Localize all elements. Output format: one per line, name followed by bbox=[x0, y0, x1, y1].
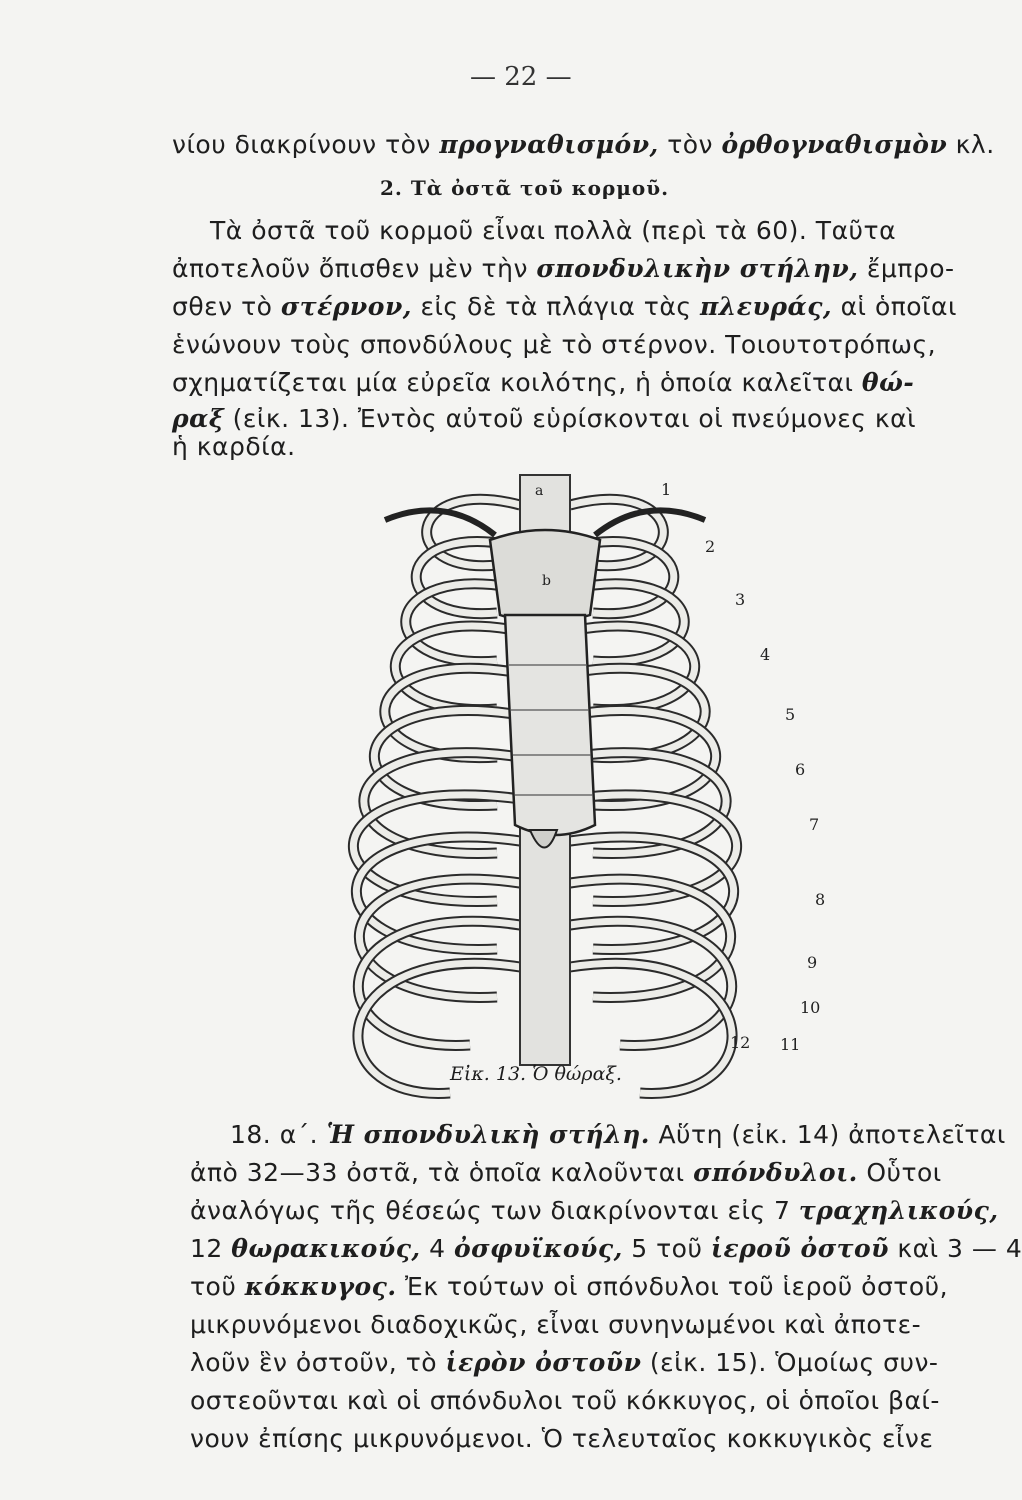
p2-line-4 bbox=[190, 1232, 1022, 1266]
p2-text: (εἰκ. 15). Ὁμοίως συν- bbox=[641, 1348, 939, 1377]
section-heading: 2. Τὰ ὀστᾶ τοῦ κορμοῦ. bbox=[380, 176, 670, 200]
intro-line bbox=[172, 128, 995, 162]
term-thorax-part1: θώ- bbox=[861, 368, 915, 397]
p1-text: σθεν τὸ bbox=[172, 292, 281, 321]
p2-text: Ἐκ τούτων οἱ σπόνδυλοι τοῦ ἱεροῦ ὀστοῦ, bbox=[396, 1272, 949, 1301]
p2-text: Αὕτη (εἰκ. 14) ἀποτελεῖται bbox=[650, 1120, 1006, 1149]
term-sacrum: ἱεροῦ ὀστοῦ bbox=[710, 1234, 889, 1263]
rib-label-6: 6 bbox=[795, 760, 806, 779]
term-cervical: τραχηλικούς, bbox=[798, 1196, 999, 1225]
p1-line-3 bbox=[172, 290, 957, 324]
p1-line-1: Τὰ ὀστᾶ τοῦ κορμοῦ εἶναι πολλὰ (περὶ τὰ 60). Ταῦτα bbox=[210, 216, 897, 245]
p1-text: (εἰκ. 13). Ἐντὸς αὐτοῦ εὑρίσκονται οἱ πνεύμονες καὶ bbox=[224, 404, 917, 433]
rib-label-12: 12 bbox=[730, 1033, 751, 1052]
p2-text: τοῦ bbox=[190, 1272, 245, 1301]
p2-text: 4 bbox=[420, 1234, 454, 1263]
p1-text: ἀποτελοῦν ὄπισθεν μὲν τὴν bbox=[172, 254, 537, 283]
p2-text: 18. α΄. bbox=[230, 1120, 327, 1149]
term-orthognathism: ὀρθογναθισμὸν bbox=[721, 130, 948, 159]
rib-label-1: 1 bbox=[661, 480, 672, 499]
sternum-body bbox=[505, 615, 595, 835]
p2-line-7 bbox=[190, 1346, 945, 1380]
term-sternum: στέρνον, bbox=[280, 292, 413, 321]
p2-text: Οὗτοι bbox=[857, 1158, 942, 1187]
term-lumbar: ὀσφυϊκούς, bbox=[453, 1234, 623, 1263]
p2-text: 12 bbox=[190, 1234, 232, 1263]
term-spine: σπονδυλικὴν στήλην, bbox=[536, 254, 859, 283]
p1-text: ἔμπρο- bbox=[858, 254, 955, 283]
p1-line-5 bbox=[172, 366, 942, 400]
p2-line-1 bbox=[230, 1118, 1006, 1152]
figure-caption: Εἰκ. 13. Ὁ θώραξ. bbox=[450, 1063, 622, 1085]
rib-label-10: 10 bbox=[800, 998, 821, 1017]
intro-text-3: κλ. bbox=[947, 130, 995, 159]
label-a: a bbox=[535, 483, 544, 499]
p2-text: 5 τοῦ bbox=[622, 1234, 711, 1263]
p2-line-6: μικρυνόμενοι διαδοχικῶς, εἶναι συνηνωμένοι καὶ ἀποτε- bbox=[190, 1310, 922, 1339]
intro-text-1: νίου διακρίνουν τὸν bbox=[172, 130, 440, 159]
p1-text: εἰς δὲ τὰ πλάγια τὰς bbox=[412, 292, 700, 321]
p2-line-8: οστεοῦνται καὶ οἱ σπόνδυλοι τοῦ κόκκυγος, οἱ ὁποῖοι βαί- bbox=[190, 1386, 940, 1415]
p2-line-3 bbox=[190, 1194, 999, 1228]
p1-line-2 bbox=[172, 252, 955, 286]
p2-text: ἀναλόγως τῆς θέσεώς των διακρίνονται εἰς 7 bbox=[190, 1196, 799, 1225]
rib-label-11: 11 bbox=[780, 1035, 801, 1054]
p1-line-7: ἡ καρδία. bbox=[172, 432, 296, 461]
p2-line-9: νουν ἐπίσης μικρυνόμενοι. Ὁ τελευταῖος κοκκυγικὸς εἶνε bbox=[190, 1424, 934, 1453]
term-sacral-bone: ἱερὸν ὀστοῦν bbox=[445, 1348, 642, 1377]
rib-label-8: 8 bbox=[815, 890, 826, 909]
p2-text: λοῦν ἓν ὀστοῦν, τὸ bbox=[190, 1348, 446, 1377]
label-b: b bbox=[542, 573, 551, 589]
term-thorax-part2: ραξ bbox=[172, 404, 225, 433]
rib-label-5: 5 bbox=[785, 705, 796, 724]
rib-label-7: 7 bbox=[809, 815, 820, 834]
p2-line-5 bbox=[190, 1270, 949, 1304]
p1-text: αἱ ὁποῖαι bbox=[832, 292, 957, 321]
rib-label-3: 3 bbox=[735, 590, 746, 609]
p1-line-4: ἑνώνουν τοὺς σπονδύλους μὲ τὸ στέρνον. Τοιουτοτρόπως, bbox=[172, 330, 937, 359]
rib-label-2: 2 bbox=[705, 537, 716, 556]
intro-text-2: τὸν bbox=[658, 130, 722, 159]
term-thoracic: θωρακικούς, bbox=[231, 1234, 421, 1263]
term-vertebrae: σπόνδυλοι. bbox=[693, 1158, 858, 1187]
term-vertebral-column: Ἡ σπονδυλικὴ στήλη. bbox=[326, 1120, 650, 1149]
term-coccyx: κόκκυγος. bbox=[244, 1272, 397, 1301]
p2-line-2 bbox=[190, 1156, 945, 1190]
p1-text: σχηματίζεται μία εὐρεῖα κοιλότης, ἡ ὁποία καλεῖται bbox=[172, 368, 862, 397]
p2-text: καὶ 3 — 4 bbox=[888, 1234, 1022, 1263]
rib-label-9: 9 bbox=[807, 953, 818, 972]
p2-text: ἀπὸ 32—33 ὀστᾶ, τὰ ὁποῖα καλοῦνται bbox=[190, 1158, 694, 1187]
page-number: — 22 — bbox=[470, 62, 572, 92]
term-ribs: πλευράς, bbox=[699, 292, 833, 321]
thorax-illustration bbox=[295, 465, 835, 1085]
rib-label-4: 4 bbox=[760, 645, 771, 664]
term-prognathism: προγναθισμόν, bbox=[439, 130, 659, 159]
